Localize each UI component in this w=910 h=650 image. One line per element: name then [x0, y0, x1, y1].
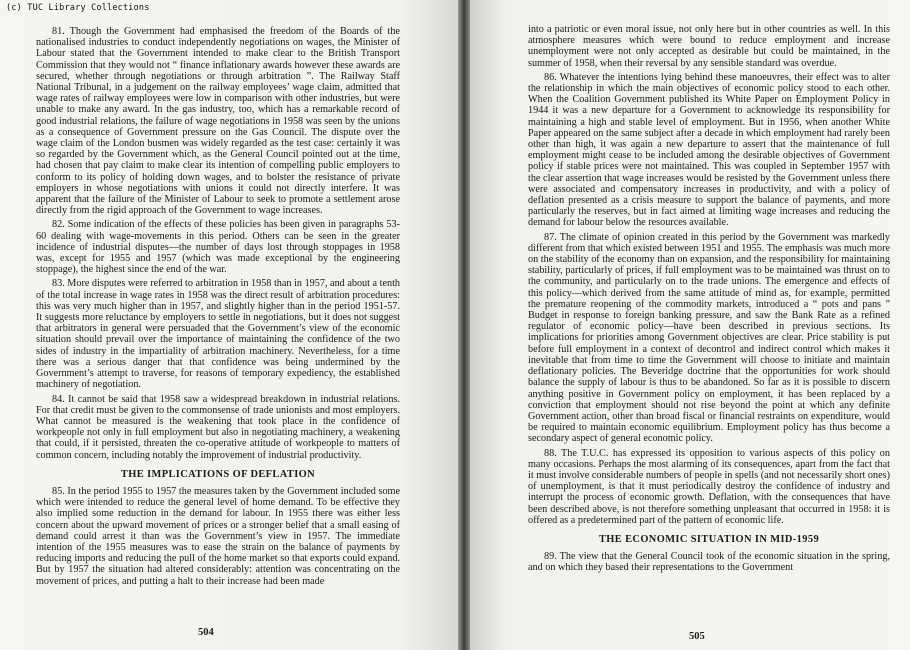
paragraph-85: 85. In the period 1955 to 1957 the measures taken by the Government included some which were intended to reduce the general level of home demand. To be effective they also implied some reduction in the demand for labour. In 1955 there was either less concern about the upward movement of prices or a stronger belief that a small easing of demand could arrest it than was the Government’s view in 1957. The immediate intention of the 1955 measures was to ease the strain on the balance of payments by reducing imports and reducing the pull of the home market so that exports could expand. But by 1957 the situation had altered considerably: attention was concentrating on the movement of prices, and putting a halt to their increase had been made	[36, 485, 400, 587]
paragraph-89: 89. The view that the General Council took of the economic situation in the spring, and on which they based their representations to the Government	[528, 551, 890, 574]
paragraph-88: 88. The T.U.C. has expressed its opposition to various aspects of this policy on many occasions. Perhaps the most alarming of its consequences, apart from the fact that it must involve considerable numbers of people in spells (and not necessarily short ones) of unemployment, is that it must periodically destroy the confidence of industry and interrupt the process of economic growth. Deflation, with the consequences that have been described above, is not therefore something unpleasant that occurred in 1958: it is offered as a predetermined part of the pattern of economic life.	[528, 447, 890, 526]
paragraph-86: 86. Whatever the intentions lying behind these manoeuvres, their effect was to alter the relationship in which the main objectives of economic policy stood to each other. When the Coalition Government published its White Paper on Employment Policy in 1944 it was a new departure for a Government to acknowledge its responsibility for maintaining a high and stable level of employment. But in 1956, when another White Paper appeared on the same subject after a decade in which employment had rarely been other than high, it was again a new departure to assert that the maintenance of full employment might cease to be included among the desirable objectives of Government policy if stable prices were not maintained. This was coupled in September 1957 with the clear assertion that wage increases would be resisted by the Government unless there were associated and compensatory increases in productivity, and with a policy of deflation presented as a crisis measure to support the balance of payments, and more particularly the reserves, but in fact aimed at limiting wage increases and reducing the demand for labour below the resources available.	[528, 71, 890, 229]
paragraph-82: 82. Some indication of the effects of these policies has been given in paragraphs 53-60 dealing with wage-movements in this period. Others can be seen in the greater incidence of industrial disputes—the number of days lost through stoppages in 1958 was, except for 1955 and 1957 (which was made exceptional by the engineering stoppage), the highest since the end of the war.	[36, 219, 400, 276]
book-gutter	[458, 0, 470, 650]
paragraph-84: 84. It cannot be said that 1958 saw a widespread breakdown in industrial relations. For that credit must be given to the commonsense of trade unionists and most employers. What cannot be measured is the weakening that took place in the confidence of workpeople not only in full employment but also in negotiating machinery, a weakening that could, if it persisted, threaten the co-operative attitude of workpeople to matters of common concern, including notably the improvement of industrial productivity.	[36, 393, 400, 461]
paragraph-87: 87. The climate of opinion created in this period by the Government was markedly different from that which existed between 1951 and 1955. The emphasis was much more on the stability of the economy than on expansion, and the responsibility for maintaining stability, particularly of prices, if full employment was to be maintained was thrust on to the community, and particularly on to the trade unions. The emergence and effects of this policy—which derived from the same attitude of mind as, for example, permitted the premature reopening of the commodity markets, introduced a “ pots and pans ” Budget in response to foreign banking pressure, and saw the Bank Rate as a refined regulator of economic policy—have been described in previous sections. Its implications for priorities among Government objectives are clear. Price stability is put before full employment in a context of decontrol and indirect control which makes it inevitable that from time to time the Government will choose to initiate and maintain deflationary policies. The Beveridge doctrine that the opportunities for work should balance the supply of labour is thus to be abandoned. So far as it is possible to discern anything positive in Government policy on employment, it has been replaced by a conviction that employment should not rise beyond the point at which any definite Government action, other than broad fiscal or financial restraints on expenditure, would be required to maintain economic equilibrium. Employment policy has thus become a secondary aspect of general economic policy.	[528, 231, 890, 445]
page-number-right: 505	[689, 631, 705, 642]
section-heading-economic-situation: THE ECONOMIC SITUATION IN MID-1959	[598, 533, 820, 545]
section-heading-deflation: THE IMPLICATIONS OF DEFLATION	[120, 468, 316, 480]
paragraph-continuation: into a patriotic or even moral issue, not only here but in other countries as well. In this atmosphere measures which were bound to reduce employment and increase unemployment were not only accepted as desirable but could be maintained, in the summer of 1958, when their reversal by any sensible standard was overdue.	[528, 24, 890, 69]
left-text-column	[36, 26, 400, 590]
paragraph-81: 81. Though the Government had emphasised the freedom of the Boards of the nationalised industries to conduct independently negotiations on wages, the Minister of Labour stated that the Government intended to make clear to the British Transport Commission that they would not “ finance inflationary awards however these awards are secured, whether through negotiations or through arbitration ”. The Railway Staff National Tribunal, in a judgement on the railway employees’ wage claim, admitted that wage rates of railway employees were low in comparison with other industries, but were unable to make any award. In the gas industry, too, which has a remarkable record of good industrial relations, the failure of wage negotiations in 1958 was seen by the unions as a consequence of Government pressure on the Gas Council. The dispute over the wage claim of the London busmen was widely regarded as the test case: certainly it was so regarded by the Government which, as the General Council pointed out at the time, had chosen that pay claim to make clear its intention of compelling public employers to conform to its policy of holding down wages, and to bolster the resistance of private employers in whose negotiations with unions it could not directly interfere. It was apparent that the failure of the Minister of Labour to seek to promote a settlement arose directly from the rigid approach of the Government to wage increases.	[36, 26, 400, 217]
right-page	[470, 0, 910, 650]
paragraph-83: 83. More disputes were referred to arbitration in 1958 than in 1957, and about a tenth of the total increase in wage rates in 1958 was the direct result of arbitration procedures: this was very much higher than in 1957, and slightly higher than in the period 1951-57. It suggests more reluctance by employers to settle in negotiations, but it does not suggest that arbitrators in general were persuaded that the Government’s view of the economic situation should prevail over the importance of maintaining the confidence of the two sides of industry in the impartiality of arbitration machinery. Nevertheless, for a time there was a serious danger that that confidence was being undermined by the Government’s attempt to traverse, for reasons of temporary expediency, the established machinery of negotiation.	[36, 278, 400, 391]
right-text-column	[528, 24, 890, 577]
page-number-left: 504	[198, 627, 214, 638]
copyright-watermark: (c) TUC Library Collections	[6, 3, 150, 13]
